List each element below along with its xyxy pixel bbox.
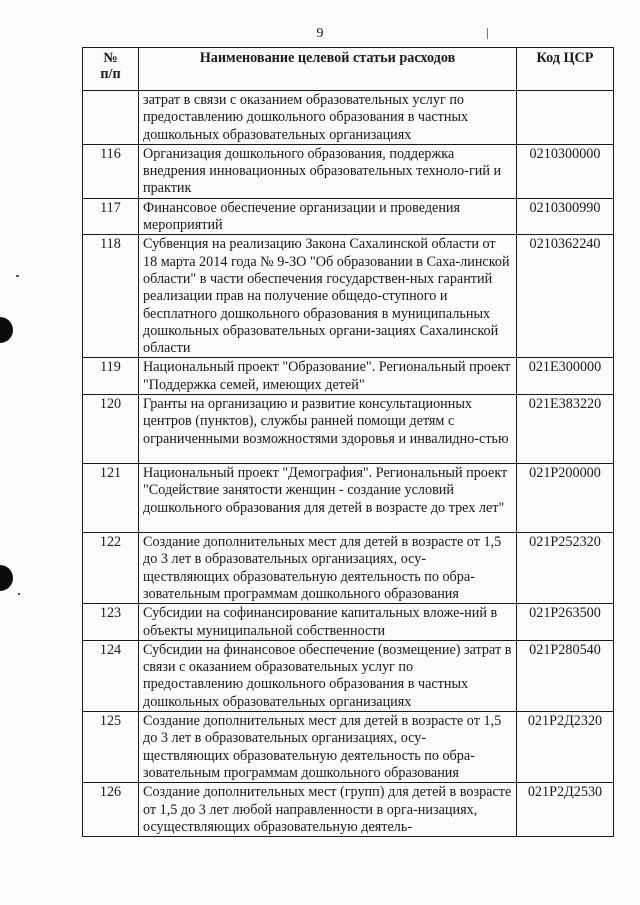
row-name: Субсидии на софинансирование капитальных вложе-ний в объекты муниципальной собственности — [139, 604, 517, 641]
header-number-sign: № — [103, 50, 118, 66]
row-name: Субвенция на реализацию Закона Сахалинской области от 18 марта 2014 года № 9-ЗО "Об образовании в Саха-линской области" в части обеспечения государствен-ных гарантий реализации прав на получение общедо-ступного и бесплатного дошкольного образования в муниципальных дошкольных образовательных органи-зациях Сахалинской области — [139, 235, 517, 358]
row-name: Субсидии на финансовое обеспечение (возмещение) затрат в связи с оказанием образовательных услуг по предоставлению дошкольного образования в частных дошкольных образовательных организациях — [139, 640, 517, 711]
row-code: 021E300000 — [517, 358, 614, 395]
hole-punch-mark — [0, 565, 13, 591]
row-name: Организация дошкольного образования, поддержка внедрения инновационных образовательных техноло-гий и практик — [139, 144, 517, 198]
row-number: 120 — [83, 395, 139, 464]
table-row — [83, 198, 614, 235]
row-code: 0210362240 — [517, 235, 614, 358]
row-code: 0210300990 — [517, 198, 614, 235]
scan-speck — [18, 593, 20, 595]
row-code: 021P2Д2320 — [517, 712, 614, 783]
table-row — [83, 712, 614, 783]
row-number: 122 — [83, 533, 139, 604]
row-name: Создание дополнительных мест для детей в возрасте от 1,5 до 3 лет в образовательных организациях, осу-ществляющих образовательную деятельность по обра-зовательным программам дошкольного образования — [139, 712, 517, 783]
row-code: 021P263500 — [517, 604, 614, 641]
row-code: 0210300000 — [517, 144, 614, 198]
header-number-abbr: п/п — [100, 66, 121, 82]
row-number: 119 — [83, 358, 139, 395]
header-number — [83, 48, 139, 91]
row-number: 124 — [83, 640, 139, 711]
row-code: 021P2Д2530 — [517, 783, 614, 837]
row-name: Гранты на организацию и развитие консультационных центров (пунктов), службы ранней помощи детям с ограниченными возможностями здоровья и инвалидно-стью — [139, 395, 517, 464]
table-header-row — [83, 48, 614, 91]
table-row — [83, 464, 614, 533]
row-number: 126 — [83, 783, 139, 837]
row-code: 021P252320 — [517, 533, 614, 604]
row-number: 121 — [83, 464, 139, 533]
header-name: Наименование целевой статьи расходов — [139, 48, 517, 91]
row-name: Национальный проект "Демография". Региональный проект "Содействие занятости женщин - создание условий дошкольного образования для детей в возрасте до трех лет" — [139, 464, 517, 533]
header-code: Код ЦСР — [517, 48, 614, 91]
row-number: 117 — [83, 198, 139, 235]
row-name: затрат в связи с оказанием образовательных услуг по предоставлению дошкольного образования в частных дошкольных образовательных организациях — [139, 91, 517, 145]
table-row — [83, 235, 614, 358]
table-row — [83, 783, 614, 837]
row-code: 021E383220 — [517, 395, 614, 464]
table-row — [83, 395, 614, 464]
scan-speck — [16, 275, 19, 277]
row-name: Финансовое обеспечение организации и проведения мероприятий — [139, 198, 517, 235]
row-code: 021P280540 — [517, 640, 614, 711]
row-name: Создание дополнительных мест для детей в возрасте от 1,5 до 3 лет в образовательных организациях, осу-ществляющих образовательную деятельность по обра-зовательным программам дошкольного образования — [139, 533, 517, 604]
row-code: 021P200000 — [517, 464, 614, 533]
scan-tick-mark — [487, 28, 488, 39]
table-row — [83, 91, 614, 145]
row-number: 123 — [83, 604, 139, 641]
table-row — [83, 358, 614, 395]
hole-punch-mark — [0, 317, 13, 343]
row-number: 116 — [83, 144, 139, 198]
row-name: Создание дополнительных мест (групп) для детей в возрасте от 1,5 до 3 лет любой направленности в орга-низациях, осуществляющих образовательную деятель- — [139, 783, 517, 837]
row-number: 118 — [83, 235, 139, 358]
row-number — [83, 91, 139, 145]
row-name: Национальный проект "Образование". Региональный проект "Поддержка семей, имеющих детей" — [139, 358, 517, 395]
table-row — [83, 604, 614, 641]
table-row — [83, 640, 614, 711]
table-row — [83, 533, 614, 604]
table-row — [83, 144, 614, 198]
page-number: 9 — [316, 26, 324, 41]
row-number: 125 — [83, 712, 139, 783]
budget-items-table — [82, 47, 614, 837]
row-code — [517, 91, 614, 145]
